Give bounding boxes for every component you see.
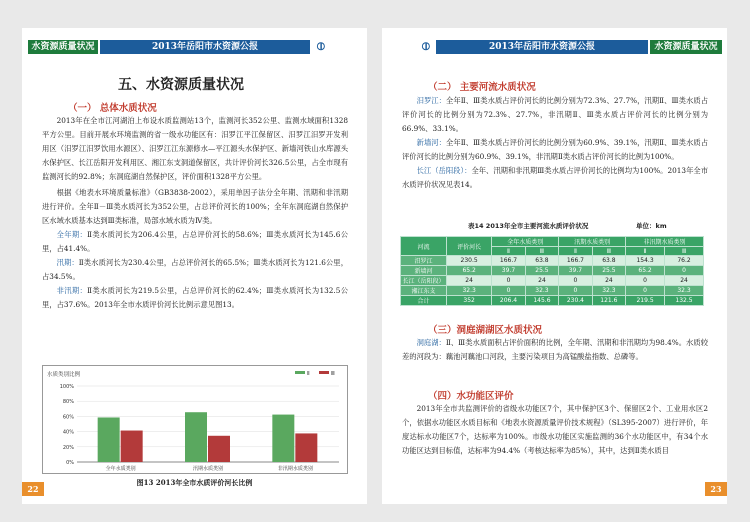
table-cell: 65.2 xyxy=(626,266,665,276)
paragraph-overview: 2013年在全市江河湖泊上布设水质监测站13个，监测河长352公里、监测水域面积1328平方公里。目前开展水环境监测的省一级水功能区有：汨罗江平江保留区、汨罗江汨罗开发利用区（汨罗江汨罗饮用水源区）、汨罗江江东源修水—平江源头水保护区、新墙河铁山水库源头水保护区、长江岳阳开发利用区、湘江东支洞道保留区，共计评价河长326.5公里，占全市现有监测河长的92.8%；东洞庭湖自然保护区，评价面积1328平方公里。 xyxy=(42,116,348,181)
y-axis-label: 水质类别比例 xyxy=(47,372,81,378)
paragraph-standard: 根据《地表水环境质量标准》（GB3838-2002），采用单因子法分全年期、汛期和非汛期进行评价。全年Ⅱ－Ⅲ类水质河长为352公里，占总评价河长的100%；全年东洞庭湖自然保护区水域水质基本达到Ⅲ类标准，局部水域水质为Ⅳ类。 xyxy=(42,188,348,225)
section-title: 五、水资源质量状况 xyxy=(118,77,244,93)
col-group-flood: 汛期水质类别 xyxy=(559,237,626,247)
bar xyxy=(98,417,120,462)
table-cell: 166.7 xyxy=(492,256,525,266)
col-group-year: 全年水质类别 xyxy=(492,237,559,247)
text-miluo: 全年Ⅱ、Ⅲ类水质占评价河长的比例分别为72.3%、27.7%，汛期Ⅱ、Ⅲ类水质占评价河长的比例分别为72.3%、27.7%，非汛期Ⅱ、Ⅲ类水质占评价河长的比例分别为66.9%、33.1%。 xyxy=(402,96,708,133)
row-label: 湘江东支 xyxy=(401,286,447,296)
table-cell: 63.8 xyxy=(525,256,558,266)
right-page xyxy=(382,28,727,504)
label-flood: 汛期： xyxy=(56,258,79,267)
left-header xyxy=(22,40,367,54)
col-sub: Ⅱ xyxy=(559,247,592,256)
table-row xyxy=(401,286,704,296)
table-cell: 32.3 xyxy=(592,286,625,296)
subsection-title-3: （三）洞庭湖湖区水质状况 xyxy=(428,325,543,336)
label-nonflood: 非汛期： xyxy=(56,286,88,295)
table-row xyxy=(401,256,704,266)
table-cell: 24 xyxy=(525,276,558,286)
table-cell: 32.3 xyxy=(447,286,492,296)
bar xyxy=(185,412,207,462)
table-14 xyxy=(400,236,704,306)
text-xinqiang: 全年Ⅱ、Ⅲ类水质占评价河长的比例分别为60.9%、39.1%，汛期Ⅱ、Ⅲ类水质占评价河长的比例分别为60.9%、39.1%，非汛期Ⅱ类水质占评价河长的比例为100%。 xyxy=(402,138,708,161)
lake-text xyxy=(402,336,708,364)
table-cell: 0 xyxy=(492,286,525,296)
col-sub: Ⅲ xyxy=(592,247,625,256)
subsection-title-4: （四）水功能区评价 xyxy=(428,391,514,402)
bar xyxy=(208,436,230,462)
paragraph-full-year xyxy=(42,228,348,256)
table-header-row xyxy=(401,237,704,247)
table-cell: 145.6 xyxy=(525,296,558,306)
left-page xyxy=(22,28,367,504)
text-full-year: Ⅱ类水质河长为206.4公里，占总评价河长的58.6%；Ⅲ类水质河长为145.6公里，占41.4%。 xyxy=(42,230,348,253)
table-cell: 219.5 xyxy=(626,296,665,306)
table-row xyxy=(401,266,704,276)
y-tick-label: 40% xyxy=(62,429,74,436)
table-cell: 166.7 xyxy=(559,256,592,266)
label-full-year: 全年期： xyxy=(56,230,88,239)
figure-caption: 图13 2013年全市水质评价河长比例 xyxy=(136,478,253,487)
table-cell: 0 xyxy=(665,266,704,276)
left-body-text xyxy=(42,114,348,312)
table-cell: 206.4 xyxy=(492,296,525,306)
table-caption: 表14 2013年全市主要河流水质评价状况 xyxy=(468,222,589,230)
right-header xyxy=(382,40,727,54)
y-tick-label: 60% xyxy=(62,414,74,421)
table-cell: 154.3 xyxy=(626,256,665,266)
table-cell: 0 xyxy=(492,276,525,286)
bar xyxy=(121,431,143,462)
text-nonflood: Ⅱ类水质河长为219.5公里，占总评价河长的62.4%；Ⅲ类水质河长为132.5公里，占37.6%。2013年全市水质评价河长比例示意见图13。 xyxy=(42,286,348,309)
table-cell: 25.5 xyxy=(592,266,625,276)
col-sub: Ⅱ xyxy=(626,247,665,256)
table-cell: 230.5 xyxy=(447,256,492,266)
y-tick-label: 20% xyxy=(62,444,74,451)
table-cell: 39.7 xyxy=(492,266,525,276)
label-changjiang: 长江（岳阳段）： xyxy=(416,166,472,175)
col-river: 河流 xyxy=(401,237,447,256)
table-cell: 0 xyxy=(626,286,665,296)
x-tick-label: 汛期水质类别 xyxy=(192,466,224,472)
bar xyxy=(295,433,317,462)
y-tick-label: 0% xyxy=(66,460,74,466)
table-cell: 352 xyxy=(447,296,492,306)
paragraph-changjiang xyxy=(402,164,708,192)
bar xyxy=(272,415,294,462)
text-flood: Ⅱ类水质河长为230.4公里，占总评价河长的65.5%；Ⅲ类水质河长为121.6公里，占34.5%。 xyxy=(42,258,348,281)
header-section-tab: 水资源质量状况 xyxy=(650,40,722,54)
header-logo-icon: ⦶ xyxy=(317,40,325,53)
function-zone-text xyxy=(402,402,708,458)
row-label: 合计 xyxy=(401,296,447,306)
paragraph-dongting xyxy=(402,336,708,364)
table-cell: 32.3 xyxy=(665,286,704,296)
paragraph-miluo xyxy=(402,94,708,136)
table-cell: 0 xyxy=(559,276,592,286)
table-row xyxy=(401,276,704,286)
table-cell: 121.6 xyxy=(592,296,625,306)
figure-13-chart xyxy=(42,365,348,474)
table-cell: 65.2 xyxy=(447,266,492,276)
paragraph-xinqiang xyxy=(402,136,708,164)
table-cell: 0 xyxy=(626,276,665,286)
table-cell: 132.5 xyxy=(665,296,704,306)
river-text xyxy=(402,94,708,192)
page-number-left: 22 xyxy=(22,482,44,496)
col-sub: Ⅱ xyxy=(492,247,525,256)
table-cell: 24 xyxy=(592,276,625,286)
subsection-title-2: （二） 主要河流水质状况 xyxy=(428,82,536,93)
text-changjiang: 全年、汛期和非汛期Ⅲ类水质占评价河长的比例均为100%。2013年全市水质评价状况见表14。 xyxy=(402,166,708,189)
table-cell: 32.3 xyxy=(525,286,558,296)
table-cell: 76.2 xyxy=(665,256,704,266)
bar-chart-svg xyxy=(43,366,347,473)
x-tick-label: 全年水质类别 xyxy=(105,466,136,472)
legend-label: Ⅱ xyxy=(307,371,310,377)
col-total: 评价河长 xyxy=(447,237,492,256)
page-number-right: 23 xyxy=(705,482,727,496)
table-cell: 0 xyxy=(559,286,592,296)
paragraph-nonflood xyxy=(42,284,348,312)
label-dongting: 洞庭湖： xyxy=(416,338,446,347)
label-miluo: 汨罗江： xyxy=(416,96,447,105)
text-dongting: Ⅱ、Ⅲ类水质面积占评价面积的比例，全年期、汛期和非汛期均为98.4%。水质较差的河段为：藕池河藕池口河段，主要污染项目为高锰酸盐指数、总磷等。 xyxy=(402,338,708,361)
row-label: 新墙河 xyxy=(401,266,447,276)
paragraph-flood xyxy=(42,256,348,284)
col-group-nonflood: 非汛期水质类别 xyxy=(626,237,704,247)
table-cell: 24 xyxy=(447,276,492,286)
header-logo-icon: ⦶ xyxy=(422,40,430,53)
row-label: 长江（岳阳段） xyxy=(401,276,447,286)
x-tick-label: 非汛期水质类别 xyxy=(277,466,313,472)
legend-swatch xyxy=(319,371,329,374)
col-sub: Ⅲ xyxy=(665,247,704,256)
y-tick-label: 80% xyxy=(62,399,74,406)
table-cell: 25.5 xyxy=(525,266,558,276)
paragraph-function-zone: 2013年全市共监测评价的省级水功能区7个，其中保护区3个、保留区2个、工业用水区2个，依据水功能区水质目标和《地表水资源质量评价技术规程》（SL395-2007）进行评价，年度达标水功能区7个，达标率为100%。市级水功能区实施监测的36个水功能区中，有34个水功能区达到目标值，达标率为94.4%（考核达标率为85%），其中，达到Ⅱ类水质目 xyxy=(402,404,708,455)
table-cell: 24 xyxy=(665,276,704,286)
legend-swatch xyxy=(295,371,305,374)
header-section-tab: 水资源质量状况 xyxy=(28,40,98,54)
table-unit: 单位：km xyxy=(636,222,667,230)
table-total-row xyxy=(401,296,704,306)
row-label: 汨罗江 xyxy=(401,256,447,266)
label-xinqiang: 新墙河： xyxy=(416,138,447,147)
table-cell: 63.8 xyxy=(592,256,625,266)
table-cell: 39.7 xyxy=(559,266,592,276)
table-cell: 230.4 xyxy=(559,296,592,306)
subsection-title-1: （一） 总体水质状况 xyxy=(68,103,157,114)
header-title-bar: 2013年岳阳市水资源公报 xyxy=(436,40,648,54)
y-tick-label: 100% xyxy=(59,384,74,390)
header-title-bar: 2013年岳阳市水资源公报 xyxy=(100,40,310,54)
col-sub: Ⅲ xyxy=(525,247,558,256)
legend-label: Ⅲ xyxy=(331,371,335,377)
